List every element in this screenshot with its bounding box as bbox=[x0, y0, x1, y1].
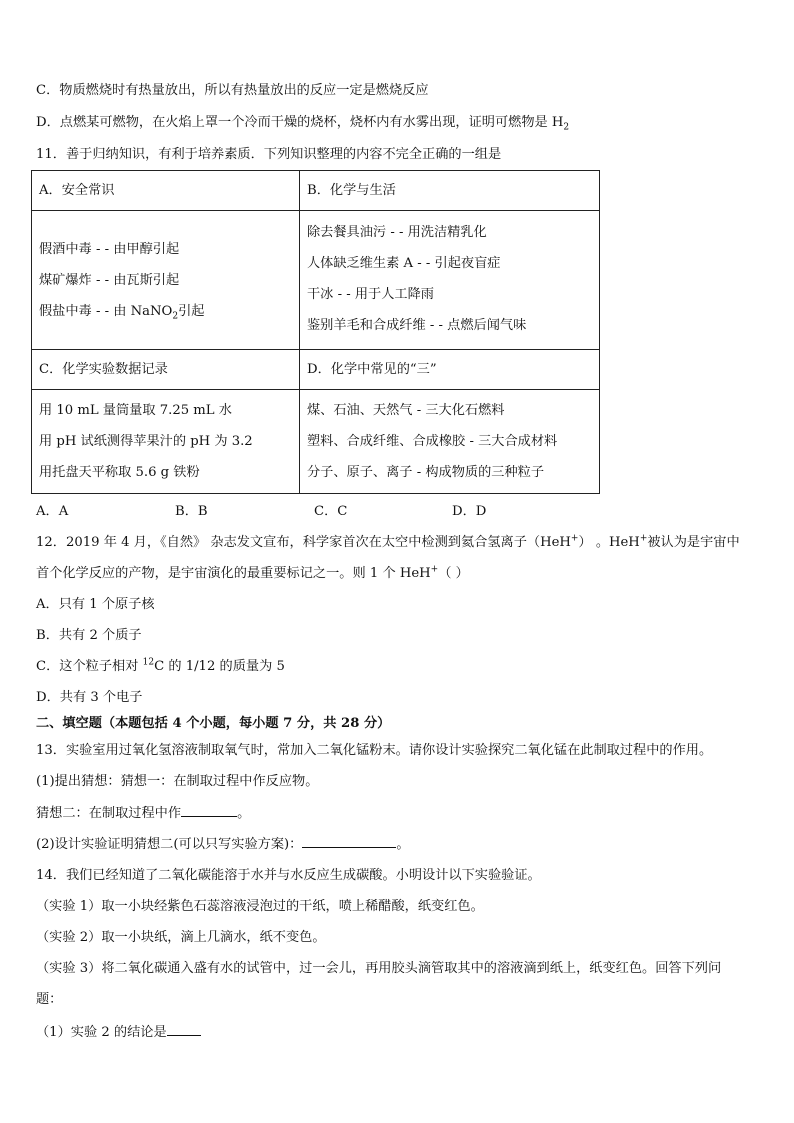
d-line-1: 煤、石油、天然气 - 三大化石燃料 bbox=[307, 403, 505, 418]
q11-stem: 11．善于归纳知识，有利于培养素质．下列知识整理的内容不完全正确的一组是 bbox=[36, 147, 502, 162]
a-line-1: 假酒中毒 - - 由甲醇引起 bbox=[39, 242, 180, 257]
a-line-3-sub: 2 bbox=[172, 311, 179, 322]
c-line-2: 用 pH 试纸测得苹果汁的 pH 为 3.2 bbox=[39, 434, 253, 449]
section-2-heading: 二、填空题（本题包括 4 个小题，每小题 7 分，共 28 分） bbox=[36, 716, 391, 731]
d-line-3: 分子、原子、离子 - 构成物质的三种粒子 bbox=[307, 465, 545, 480]
q10-option-d-subscript: 2 bbox=[563, 122, 570, 133]
q13-part-2-blank[interactable] bbox=[302, 835, 396, 848]
q11-knowledge-table bbox=[31, 170, 600, 494]
q13-part-2-pre: (2)设计实验证明猜想二(可以只写实验方案)： bbox=[36, 837, 303, 852]
q14-sub-1-pre: （1）实验 2 的结论是 bbox=[36, 1025, 167, 1040]
q12-stem-1-sup: + bbox=[570, 533, 579, 544]
q14-exp-1: （实验 1）取一小块经紫色石蕊溶液浸泡过的干纸，喷上稀醋酸，纸变红色。 bbox=[36, 899, 484, 914]
b-line-3: 干冰 - - 用于人工降雨 bbox=[307, 287, 434, 302]
q12-stem-2-sup: + bbox=[430, 564, 439, 575]
q12-stem-2-pre: 首个化学反应的产物，是宇宙演化的最重要标记之一。则 1 个 HeH bbox=[36, 566, 431, 581]
q12-stem-1-mid: ） 。HeH bbox=[578, 535, 640, 550]
q14-exp-3-line-1: （实验 3）将二氧化碳通入盛有水的试管中，过一会儿，再用胶头滴管取其中的溶液滴到纸上，纸变红色。回答下列问 bbox=[36, 961, 722, 976]
a-line-3 bbox=[39, 303, 299, 321]
cell-d-header: D．化学中常见的“三” bbox=[300, 350, 600, 390]
q10-option-c: C．物质燃烧时有热量放出，所以有热量放出的反应一定是燃烧反应 bbox=[36, 83, 429, 98]
q12-stem-line-1 bbox=[36, 534, 740, 552]
q12-stem-1-post: 被认为是宇宙中 bbox=[647, 535, 740, 550]
q13-part-2 bbox=[36, 835, 410, 854]
q12-option-c bbox=[36, 658, 285, 676]
q13-guess-2-pre: 猜想二：在制取过程中作 bbox=[36, 806, 182, 821]
q12-stem-2-post: （ ） bbox=[438, 566, 469, 581]
cell-c-header: C．化学实验数据记录 bbox=[32, 350, 300, 390]
q11-choice-d: D．D bbox=[452, 504, 487, 519]
q12-stem-line-2 bbox=[36, 565, 469, 583]
q11-choice-b: B．B bbox=[175, 504, 208, 519]
b-line-4: 鉴别羊毛和合成纤维 - - 点燃后闻气味 bbox=[307, 318, 527, 333]
q14-exp-3-line-2: 题： bbox=[36, 992, 63, 1007]
q12-option-c-pre: C．这个粒子相对 bbox=[36, 659, 143, 674]
q13-part-1: (1)提出猜想：猜想一：在制取过程中作反应物。 bbox=[36, 774, 319, 789]
cell-b-header: B．化学与生活 bbox=[300, 171, 600, 211]
q12-option-c-post: C 的 1/12 的质量为 5 bbox=[154, 659, 285, 674]
q14-sub-1-blank[interactable] bbox=[167, 1023, 201, 1036]
b-line-1: 除去餐具油污 - - 用洗洁精乳化 bbox=[307, 225, 487, 240]
q13-part-2-post: 。 bbox=[396, 837, 410, 852]
q13-guess-2 bbox=[36, 804, 250, 823]
q11-choice-c: C．C bbox=[314, 504, 348, 519]
b-line-2: 人体缺乏维生素 A - - 引起夜盲症 bbox=[307, 256, 501, 271]
d-line-2: 塑料、合成纤维、合成橡胶 - 三大合成材料 bbox=[307, 434, 558, 449]
q10-option-d-text: D．点燃某可燃物，在火焰上罩一个冷而干燥的烧杯，烧杯内有水雾出现，证明可燃物是 H bbox=[36, 115, 564, 130]
cell-b-content bbox=[300, 211, 600, 350]
q11-choice-a: A．A bbox=[36, 504, 69, 519]
cell-c-content bbox=[32, 390, 300, 494]
q14-exp-2: （实验 2）取一小块纸，滴上几滴水，纸不变色。 bbox=[36, 930, 326, 945]
c-line-1: 用 10 mL 量筒量取 7.25 mL 水 bbox=[39, 403, 232, 418]
q13-stem: 13．实验室用过氧化氢溶液制取氧气时，常加入二氧化锰粉末。请你设计实验探究二氧化锰在此制取过程中的作用。 bbox=[36, 743, 713, 758]
q12-option-c-sup: 12 bbox=[142, 657, 155, 668]
a-line-3-post: 引起 bbox=[178, 304, 205, 319]
q13-guess-2-blank[interactable] bbox=[181, 804, 237, 817]
q13-guess-2-post: 。 bbox=[237, 806, 251, 821]
cell-a-content bbox=[32, 211, 300, 350]
cell-a-header: A．安全常识 bbox=[32, 171, 300, 211]
a-line-3-pre: 假盐中毒 - - 由 NaNO bbox=[39, 304, 173, 319]
q12-option-a: A．只有 1 个原子核 bbox=[36, 597, 155, 612]
cell-d-content bbox=[300, 390, 600, 494]
q10-option-d bbox=[36, 114, 569, 132]
q14-stem: 14．我们已经知道了二氧化碳能溶于水并与水反应生成碳酸。小明设计以下实验验证。 bbox=[36, 868, 541, 883]
q12-stem-1-sup2: + bbox=[639, 533, 648, 544]
c-line-3: 用托盘天平称取 5.6 g 铁粉 bbox=[39, 465, 200, 480]
a-line-2: 煤矿爆炸 - - 由瓦斯引起 bbox=[39, 273, 180, 288]
q12-option-b: B．共有 2 个质子 bbox=[36, 628, 142, 643]
q12-stem-1-pre: 12．2019 年 4 月，《自然》 杂志发文宣布，科学家首次在太空中检测到氦合氢离子（HeH bbox=[36, 535, 571, 550]
q14-sub-1 bbox=[36, 1023, 201, 1042]
q12-option-d: D．共有 3 个电子 bbox=[36, 690, 143, 705]
